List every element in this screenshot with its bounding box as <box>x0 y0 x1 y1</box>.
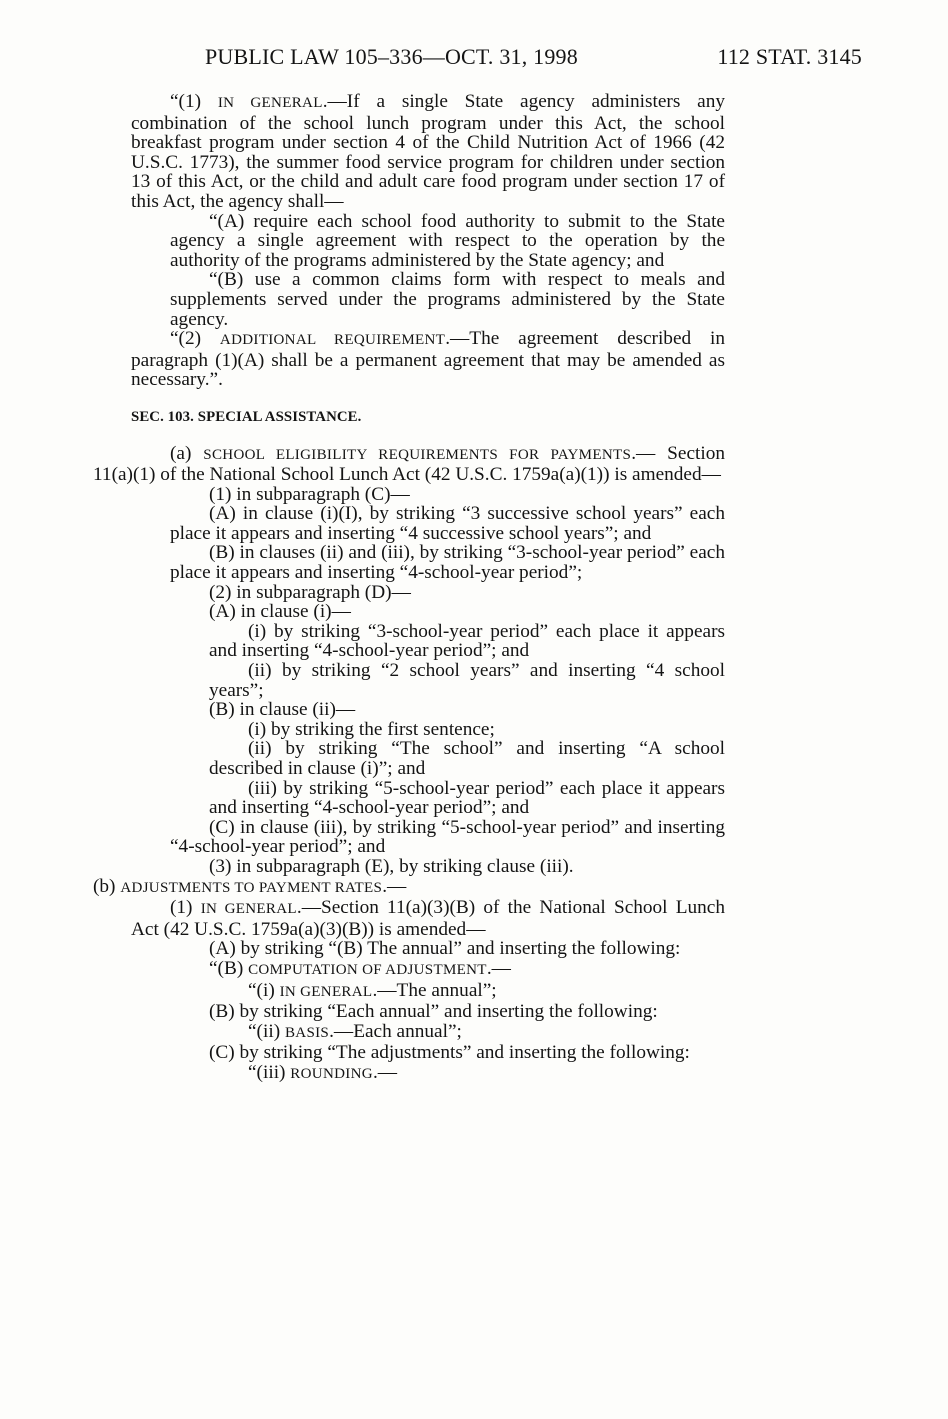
paragraph-1-b: “(B) use a common claims form with respect to meals and supplements served under the programs administered by the State agency. <box>170 269 725 330</box>
item-1-c-b: (B) in clauses (ii) and (iii), by striking “3-school-year period” each place it appears and inserting “4-school-year period”; <box>170 542 725 584</box>
paragraph-1-a: “(A) require each school food authority to submit to the State agency a single agreement with respect to the operation by the authority of the programs administered by the State agency; and <box>170 210 725 271</box>
subsection-b-1-a: (A) by striking “(B) The annual” and inserting the following: <box>209 938 681 960</box>
header-citation: PUBLIC LAW 105–336—OCT. 31, 1998 <box>205 44 578 69</box>
item-2-d-b-ii: (ii) by striking “The school” and inserting “A school described in clause (i)”; and <box>209 738 725 779</box>
item-2-d-c: (C) in clause (iii), by striking “5-school-year period” and inserting “4-school-year period”; and <box>170 816 725 858</box>
paragraph-2-additional-requirement: “(2) ADDITIONAL REQUIREMENT.—The agreement described in paragraph (1)(A) shall be a permanent agreement that may be amended as necessary.”. <box>131 328 726 391</box>
inserted-i-in-general: “(i) IN GENERAL.—The annual”; <box>248 979 497 1001</box>
subsection-b-1-b: (B) by striking “Each annual” and inserting the following: <box>209 1001 658 1023</box>
header-page-number: 112 STAT. 3145 <box>717 44 862 69</box>
item-2-d-a-i: (i) by striking “3-school-year period” each place it appears and inserting “4-school-year period”; and <box>209 620 725 662</box>
subsection-b-1-c: (C) by striking “The adjustments” and inserting the following: <box>209 1042 690 1064</box>
subsection-b: (b) ADJUSTMENTS TO PAYMENT RATES.— <box>93 875 407 897</box>
section-heading: SEC. 103. SPECIAL ASSISTANCE. <box>131 408 362 425</box>
subsection-a: (a) SCHOOL ELIGIBILITY REQUIREMENTS FOR PAYMENTS.— Section 11(a)(1) of the National School Lunch Act (42 U.S.C. 1759a(a)(1)) is amended— <box>93 442 725 486</box>
running-header <box>205 44 862 76</box>
item-2-d-b: (B) in clause (ii)— <box>209 699 356 721</box>
item-2-d-a: (A) in clause (i)— <box>209 601 351 623</box>
item-3-subparagraph-e: (3) in subparagraph (E), by striking clause (iii). <box>209 855 574 877</box>
item-2-d-b-i: (i) by striking the first sentence; <box>248 718 495 740</box>
item-2-d-a-ii: (ii) by striking “2 school years” and inserting “4 school years”; <box>209 660 725 701</box>
item-1-subparagraph-c: (1) in subparagraph (C)— <box>209 483 410 505</box>
inserted-b-computation: “(B) COMPUTATION OF ADJUSTMENT.— <box>209 957 511 979</box>
item-1-c-a: (A) in clause (i)(I), by striking “3 successive school years” each place it appears and inserting “4 successive school years”; and <box>170 503 725 544</box>
item-2-subparagraph-d: (2) in subparagraph (D)— <box>209 581 411 603</box>
item-2-d-b-iii: (iii) by striking “5-school-year period” each place it appears and inserting “4-school-year period”; and <box>209 777 725 819</box>
subsection-b-1-in-general: (1) IN GENERAL.—Section 11(a)(3)(B) of the National School Lunch Act (42 U.S.C. 1759a(a)(3)(B)) is amended— <box>131 897 725 940</box>
document-body <box>93 91 726 1085</box>
inserted-ii-basis: “(ii) BASIS.—Each annual”; <box>248 1020 462 1042</box>
inserted-iii-rounding: “(iii) ROUNDING.— <box>248 1061 398 1083</box>
paragraph-1-in-general: “(1) IN GENERAL.—If a single State agency administers any combination of the school lunch program under this Act, the school breakfast program under section 4 of the Child Nutrition Act of 1966 (42 U.S.C. 1773), the summer food service program for children under section 13 of this Act, or the child and adult care food program under section 17 of this Act, the agency shall— <box>131 91 725 212</box>
